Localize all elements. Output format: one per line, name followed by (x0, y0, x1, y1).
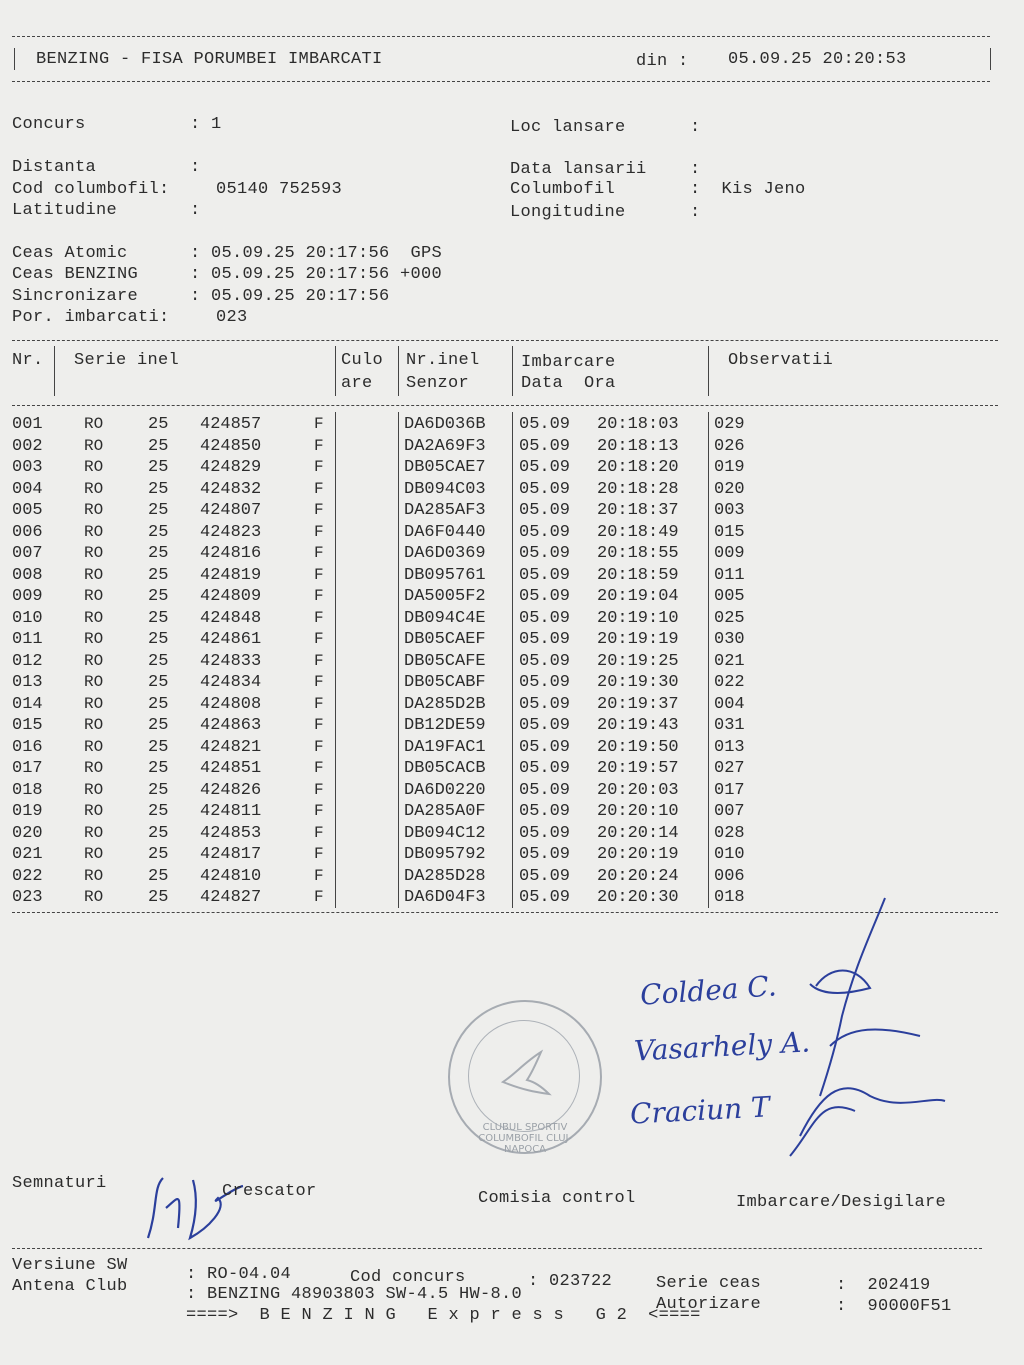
cell-sex: F (314, 415, 324, 433)
cell-country: RO (84, 587, 104, 605)
cell-ora: 20:19:30 (597, 673, 679, 692)
cell-ora: 20:20:03 (597, 780, 679, 800)
concurs-value: : 1 (190, 115, 222, 134)
cell-senzor: DB095761 (404, 565, 486, 585)
cell-senzor: DA6D036B (404, 415, 486, 434)
cell-ora: 20:19:37 (597, 694, 679, 714)
cell-nr: 002 (12, 436, 43, 456)
signature-scribbles (760, 896, 960, 1166)
col-header-nr: Nr. (12, 351, 44, 370)
cell-nr: 009 (12, 587, 43, 606)
cell-sex: F (314, 823, 324, 842)
cell-ora: 20:18:03 (597, 415, 679, 434)
cell-ring-number: 424819 (200, 565, 262, 585)
cell-observatii: 007 (714, 802, 745, 821)
cell-ora: 20:19:04 (597, 587, 679, 606)
cell-country: RO (84, 501, 104, 519)
data-lansarii-value: : (690, 160, 701, 179)
cell-ora: 20:19:57 (597, 759, 679, 778)
cell-year: 25 (148, 458, 169, 477)
cell-nr: 004 (12, 479, 43, 499)
serie-ceas-label: Serie ceas (656, 1274, 762, 1293)
cell-data: 05.09 (519, 479, 571, 499)
loc-lansare-label: Loc lansare (510, 118, 626, 137)
cell-country: RO (84, 694, 104, 713)
cell-observatii: 020 (714, 479, 745, 499)
cell-senzor: DB094C12 (404, 823, 486, 843)
cell-ora: 20:19:43 (597, 716, 679, 735)
cell-sex: F (314, 694, 324, 713)
cell-senzor: DA6D04F3 (404, 888, 486, 907)
cell-nr: 011 (12, 630, 43, 649)
cell-country: RO (84, 737, 104, 756)
cell-nr: 013 (12, 673, 43, 692)
col-line-culoare (398, 412, 399, 908)
cell-senzor: DA6D0220 (404, 780, 486, 800)
cell-data: 05.09 (519, 565, 571, 585)
cell-year: 25 (148, 866, 169, 886)
cell-data: 05.09 (519, 694, 571, 714)
cell-nr: 021 (12, 845, 43, 864)
columbofil-value: : Kis Jeno (690, 180, 806, 199)
col-header-observatii: Observatii (728, 351, 834, 370)
cell-sex: F (314, 479, 324, 498)
col-header-culoare-2: are (341, 374, 373, 393)
cell-data: 05.09 (519, 845, 571, 864)
cell-ring-number: 424851 (200, 759, 262, 778)
col-header-culoare-1: Culo (341, 351, 384, 370)
cell-sex: F (314, 759, 324, 777)
cell-country: RO (84, 565, 104, 584)
cell-nr: 001 (12, 415, 43, 434)
cell-observatii: 030 (714, 630, 745, 649)
cell-nr: 007 (12, 544, 43, 563)
cell-country: RO (84, 415, 104, 433)
cell-sex: F (314, 608, 324, 627)
cell-data: 05.09 (519, 780, 571, 800)
cell-ora: 20:19:19 (597, 630, 679, 649)
cell-ora: 20:18:49 (597, 522, 679, 542)
cell-senzor: DB094C03 (404, 479, 486, 499)
cell-year: 25 (148, 544, 169, 563)
cell-data: 05.09 (519, 630, 571, 649)
cell-country: RO (84, 522, 104, 541)
cell-year: 25 (148, 780, 169, 800)
cell-country: RO (84, 716, 104, 734)
cell-ring-number: 424826 (200, 780, 262, 800)
cell-observatii: 021 (714, 651, 745, 671)
cell-year: 25 (148, 888, 169, 907)
columbofil-label: Columbofil (510, 180, 616, 199)
cell-observatii: 018 (714, 888, 745, 907)
cell-sex: F (314, 565, 324, 584)
cell-observatii: 009 (714, 544, 745, 563)
cell-senzor: DB05CACB (404, 759, 486, 778)
cell-senzor: DA6F0440 (404, 522, 486, 542)
cell-nr: 003 (12, 458, 43, 477)
cell-senzor: DB12DE59 (404, 716, 486, 735)
cell-sex: F (314, 866, 324, 885)
cell-senzor: DA2A69F3 (404, 436, 486, 456)
cod-columbofil-value: 05140 752593 (216, 180, 343, 199)
cell-observatii: 010 (714, 845, 745, 864)
cell-sex: F (314, 673, 324, 691)
autorizare-value: : 90000F51 (836, 1297, 952, 1316)
cell-observatii: 017 (714, 780, 745, 800)
cell-observatii: 026 (714, 436, 745, 456)
din-value: 05.09.25 20:20:53 (728, 50, 907, 69)
cell-country: RO (84, 479, 104, 498)
cell-sex: F (314, 737, 324, 756)
latitudine-value: : (190, 201, 201, 220)
cell-data: 05.09 (519, 888, 571, 907)
cell-senzor: DB095792 (404, 845, 486, 864)
cell-ring-number: 424821 (200, 737, 262, 757)
longitudine-value: : (690, 203, 701, 222)
cell-ring-number: 424827 (200, 888, 262, 907)
cell-ring-number: 424811 (200, 802, 262, 821)
cell-data: 05.09 (519, 823, 571, 843)
cell-ring-number: 424829 (200, 458, 262, 477)
cell-observatii: 029 (714, 415, 745, 434)
signature-coldea: Coldea C. (639, 969, 778, 1012)
cell-year: 25 (148, 716, 169, 735)
cell-year: 25 (148, 673, 169, 692)
signature-vasarhely: Vasarhely A. (633, 1025, 811, 1068)
cell-sex: F (314, 501, 324, 519)
crescator-label: Crescator (222, 1182, 317, 1201)
col-line-senzor (512, 412, 513, 908)
cell-country: RO (84, 630, 104, 648)
cell-sex: F (314, 802, 324, 820)
cell-ora: 20:20:24 (597, 866, 679, 886)
col-header-nrinel-1: Nr.inel (406, 351, 480, 370)
brand-line: ====> B E N Z I N G E x p r e s s G 2 <==== (186, 1306, 701, 1325)
cell-senzor: DA285A0F (404, 802, 486, 821)
cell-nr: 022 (12, 866, 43, 886)
cell-country: RO (84, 759, 104, 777)
cell-ring-number: 424816 (200, 544, 262, 563)
autorizare-label: Autorizare (656, 1295, 762, 1314)
din-label: din : (636, 52, 689, 71)
col-sep-nr (54, 346, 55, 396)
cell-ora: 20:20:14 (597, 823, 679, 843)
col-sep-serie (335, 346, 336, 396)
cell-ring-number: 424807 (200, 501, 262, 520)
cell-senzor: DA285D2B (404, 694, 486, 714)
cell-senzor: DB05CAFE (404, 651, 486, 671)
cell-nr: 019 (12, 802, 43, 821)
cell-ring-number: 424848 (200, 608, 262, 628)
cell-ring-number: 424857 (200, 415, 262, 434)
concurs-label: Concurs (12, 115, 86, 134)
col-header-serie: Serie inel (74, 351, 180, 370)
cell-year: 25 (148, 823, 169, 843)
cell-country: RO (84, 436, 104, 455)
cell-observatii: 027 (714, 759, 745, 778)
distanta-value: : (190, 158, 201, 177)
signature-craciun: Craciun T (629, 1090, 771, 1131)
cell-data: 05.09 (519, 436, 571, 456)
cod-concurs-value: : 023722 (528, 1272, 613, 1291)
col-header-nrinel-2: Senzor (406, 374, 470, 393)
cell-ora: 20:19:25 (597, 651, 679, 671)
cell-ring-number: 424823 (200, 522, 262, 542)
cell-year: 25 (148, 651, 169, 671)
cell-sex: F (314, 888, 324, 906)
sincronizare-label: Sincronizare (12, 287, 139, 306)
cell-data: 05.09 (519, 737, 571, 757)
cell-ora: 20:18:13 (597, 436, 679, 456)
cell-sex: F (314, 845, 324, 863)
col-line-serie (335, 412, 336, 908)
cell-ring-number: 424808 (200, 694, 262, 714)
col-header-imbarcare-1: Imbarcare (521, 353, 616, 372)
cell-nr: 017 (12, 759, 43, 778)
cell-country: RO (84, 888, 104, 906)
cell-ring-number: 424832 (200, 479, 262, 499)
cell-observatii: 006 (714, 866, 745, 886)
cell-nr: 015 (12, 716, 43, 735)
cell-observatii: 015 (714, 522, 745, 542)
cell-ring-number: 424834 (200, 673, 262, 692)
cod-concurs-label: Cod concurs (350, 1268, 466, 1287)
cell-sex: F (314, 458, 324, 476)
versiune-value: : RO-04.04 (186, 1265, 292, 1284)
cell-data: 05.09 (519, 415, 571, 434)
cell-observatii: 019 (714, 458, 745, 477)
cod-columbofil-label: Cod columbofil: (12, 180, 170, 199)
table-header-rule (12, 405, 998, 406)
loc-lansare-value: : (690, 118, 701, 137)
col-sep-senzor (512, 346, 513, 396)
cell-data: 05.09 (519, 673, 571, 692)
cell-year: 25 (148, 415, 169, 434)
cell-nr: 020 (12, 823, 43, 843)
cell-ring-number: 424863 (200, 716, 262, 735)
cell-sex: F (314, 780, 324, 799)
cell-nr: 016 (12, 737, 43, 757)
cell-country: RO (84, 651, 104, 670)
club-stamp (448, 1000, 602, 1154)
document-title: BENZING - FISA PORUMBEI IMBARCATI (36, 50, 383, 69)
cell-observatii: 013 (714, 737, 745, 757)
cell-country: RO (84, 823, 104, 842)
cell-year: 25 (148, 436, 169, 456)
cell-year: 25 (148, 737, 169, 757)
cell-data: 05.09 (519, 544, 571, 563)
col-header-imbarcare-2: Data Ora (521, 374, 616, 393)
cell-ring-number: 424861 (200, 630, 262, 649)
cell-year: 25 (148, 587, 169, 606)
cell-ora: 20:18:55 (597, 544, 679, 563)
cell-ring-number: 424817 (200, 845, 262, 864)
cell-sex: F (314, 544, 324, 562)
cell-nr: 008 (12, 565, 43, 585)
cell-senzor: DA285AF3 (404, 501, 486, 520)
cell-sex: F (314, 716, 324, 734)
ceas-benzing-value: : 05.09.25 20:17:56 +000 (190, 265, 443, 284)
table-top-rule (12, 340, 998, 341)
cell-senzor: DA6D0369 (404, 544, 486, 563)
cell-data: 05.09 (519, 587, 571, 606)
cell-year: 25 (148, 802, 169, 821)
semnaturi-label: Semnaturi (12, 1174, 107, 1193)
cell-ora: 20:19:50 (597, 737, 679, 757)
cell-senzor: DA285D28 (404, 866, 486, 886)
cell-observatii: 025 (714, 608, 745, 628)
antena-value: : BENZING 48903803 SW-4.5 HW-8.0 (186, 1285, 523, 1304)
cell-observatii: 022 (714, 673, 745, 692)
cell-country: RO (84, 845, 104, 863)
cell-data: 05.09 (519, 651, 571, 671)
cell-ora: 20:18:28 (597, 479, 679, 499)
cell-sex: F (314, 587, 324, 605)
cell-senzor: DB05CABF (404, 673, 486, 692)
cell-sex: F (314, 522, 324, 541)
comisia-label: Comisia control (478, 1189, 636, 1208)
por-imbarcati-value: 023 (216, 308, 248, 327)
cell-observatii: 005 (714, 587, 745, 606)
ceas-benzing-label: Ceas BENZING (12, 265, 139, 284)
imbarcare-label: Imbarcare/Desigilare (736, 1193, 947, 1212)
cell-nr: 012 (12, 651, 43, 671)
por-imbarcati-label: Por. imbarcati: (12, 308, 170, 327)
cell-year: 25 (148, 522, 169, 542)
cell-ora: 20:20:30 (597, 888, 679, 907)
cell-ring-number: 424810 (200, 866, 262, 886)
cell-data: 05.09 (519, 522, 571, 542)
cell-nr: 006 (12, 522, 43, 542)
cell-data: 05.09 (519, 802, 571, 821)
data-lansarii-label: Data lansarii (510, 160, 647, 179)
crescator-signature (138, 1168, 248, 1248)
header-right-border (990, 48, 991, 70)
serie-ceas-value: : 202419 (836, 1276, 931, 1295)
cell-year: 25 (148, 694, 169, 714)
cell-senzor: DB094C4E (404, 608, 486, 628)
cell-observatii: 003 (714, 501, 745, 520)
cell-year: 25 (148, 565, 169, 585)
cell-country: RO (84, 608, 104, 627)
latitudine-label: Latitudine (12, 201, 118, 220)
col-sep-imbarcare (708, 346, 709, 396)
cell-nr: 014 (12, 694, 43, 714)
cell-senzor: DA5005F2 (404, 587, 486, 606)
cell-nr: 005 (12, 501, 43, 520)
footer-top-rule (12, 1248, 982, 1249)
cell-country: RO (84, 780, 104, 799)
cell-country: RO (84, 544, 104, 562)
cell-data: 05.09 (519, 866, 571, 886)
cell-country: RO (84, 866, 104, 885)
cell-country: RO (84, 802, 104, 820)
cell-observatii: 028 (714, 823, 745, 843)
cell-data: 05.09 (519, 458, 571, 477)
cell-year: 25 (148, 608, 169, 628)
sincronizare-value: : 05.09.25 20:17:56 (190, 287, 390, 306)
cell-sex: F (314, 630, 324, 648)
cell-ora: 20:18:59 (597, 565, 679, 585)
col-sep-culoare (398, 346, 399, 396)
cell-data: 05.09 (519, 501, 571, 520)
cell-country: RO (84, 458, 104, 476)
cell-ring-number: 424853 (200, 823, 262, 843)
cell-ring-number: 424833 (200, 651, 262, 671)
cell-observatii: 011 (714, 565, 745, 585)
col-line-imbarcare (708, 412, 709, 908)
cell-observatii: 031 (714, 716, 745, 735)
cell-senzor: DB05CAEF (404, 630, 486, 649)
cell-data: 05.09 (519, 716, 571, 735)
dove-icon (495, 1044, 555, 1104)
cell-ora: 20:18:37 (597, 501, 679, 520)
cell-ora: 20:20:19 (597, 845, 679, 864)
cell-observatii: 004 (714, 694, 745, 714)
stamp-text: CLUBUL SPORTIV COLUMBOFIL CLUJ-NAPOCA (478, 1122, 572, 1155)
cell-ora: 20:18:20 (597, 458, 679, 477)
header-left-border (14, 48, 15, 70)
cell-year: 25 (148, 759, 169, 778)
cell-ring-number: 424809 (200, 587, 262, 606)
cell-year: 25 (148, 845, 169, 864)
cell-senzor: DA19FAC1 (404, 737, 486, 757)
cell-sex: F (314, 651, 324, 670)
cell-country: RO (84, 673, 104, 691)
longitudine-label: Longitudine (510, 203, 626, 222)
cell-ring-number: 424850 (200, 436, 262, 456)
cell-nr: 023 (12, 888, 43, 907)
cell-nr: 018 (12, 780, 43, 800)
cell-senzor: DB05CAE7 (404, 458, 486, 477)
cell-data: 05.09 (519, 608, 571, 628)
cell-data: 05.09 (519, 759, 571, 778)
cell-ora: 20:19:10 (597, 608, 679, 628)
cell-year: 25 (148, 630, 169, 649)
ceas-atomic-value: : 05.09.25 20:17:56 GPS (190, 244, 443, 263)
versiune-label: Versiune SW (12, 1256, 128, 1275)
ceas-atomic-label: Ceas Atomic (12, 244, 128, 263)
cell-ora: 20:20:10 (597, 802, 679, 821)
cell-year: 25 (148, 479, 169, 499)
cell-year: 25 (148, 501, 169, 520)
antena-label: Antena Club (12, 1277, 128, 1296)
distanta-label: Distanta (12, 158, 97, 177)
cell-nr: 010 (12, 608, 43, 628)
cell-sex: F (314, 436, 324, 455)
